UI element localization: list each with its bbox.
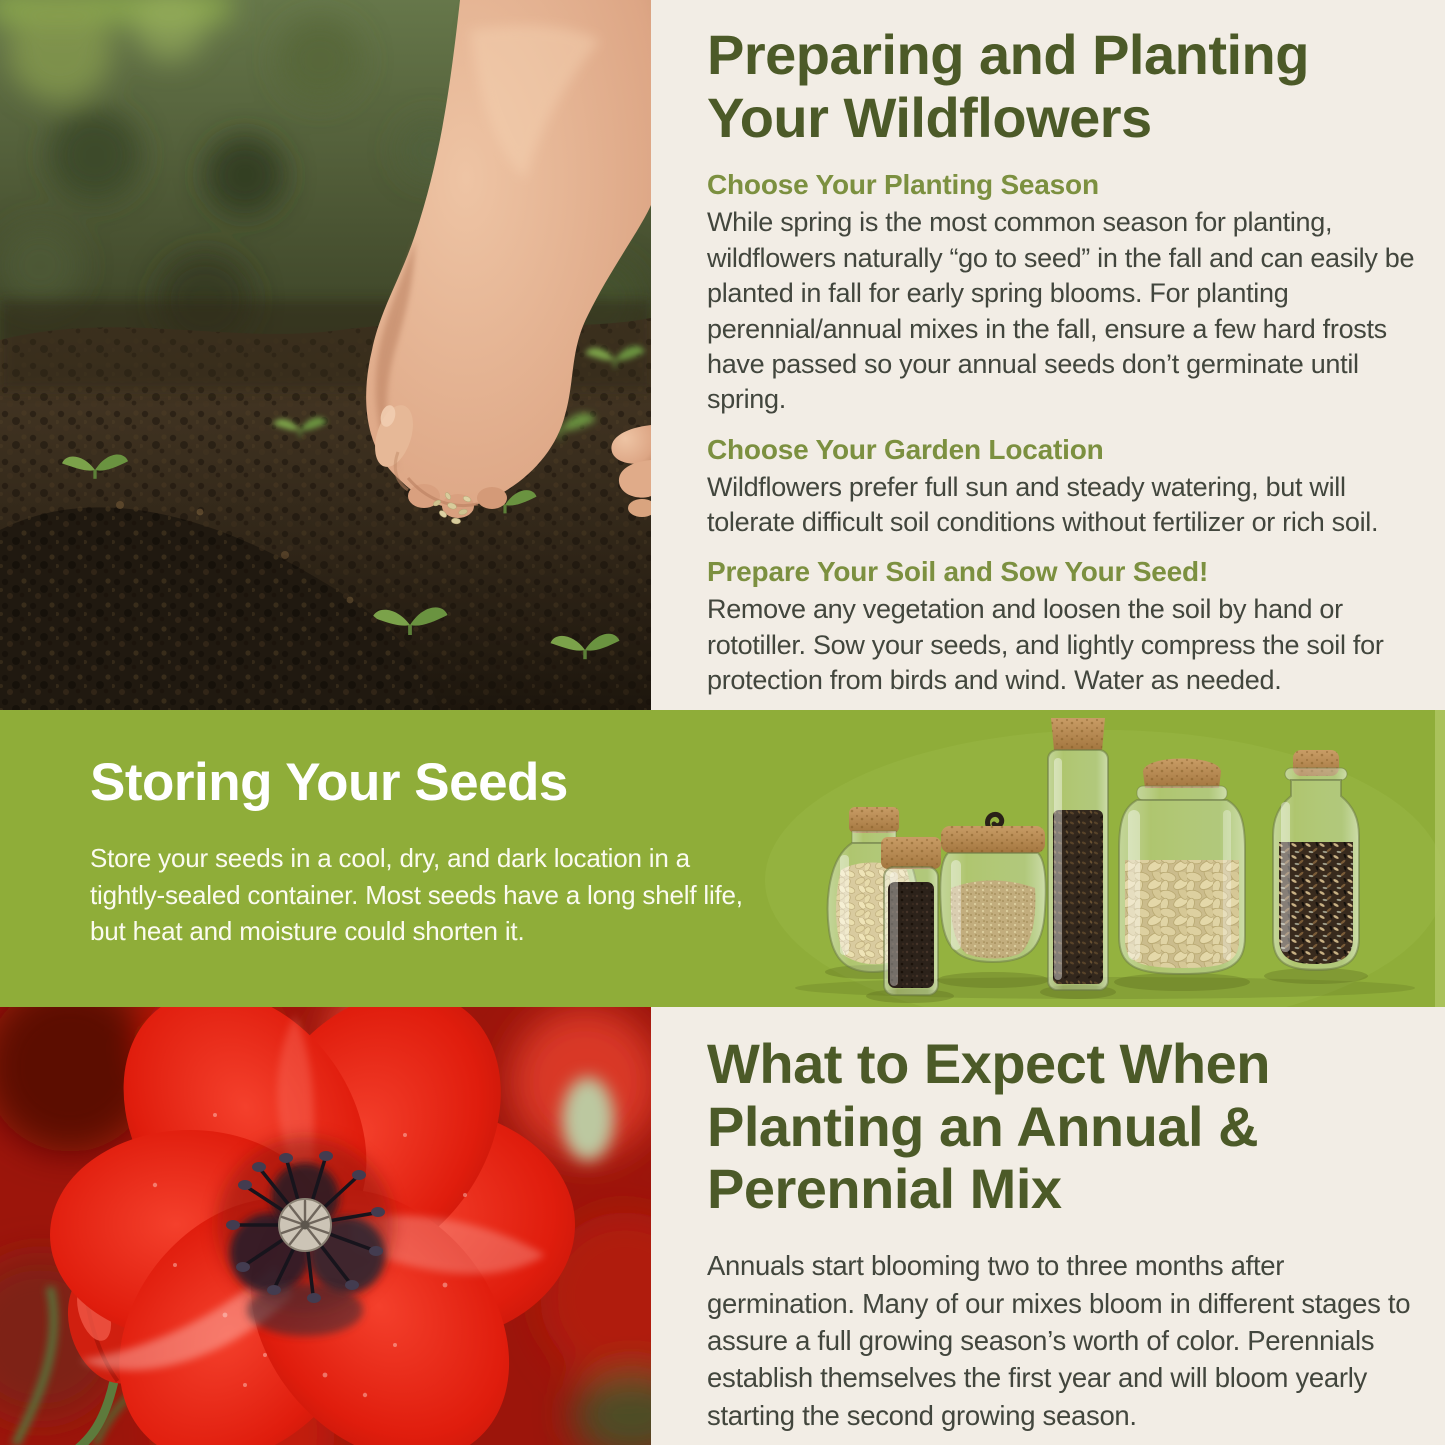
- photo-edge-strip: [1435, 710, 1445, 1007]
- expect-body: Annuals start blooming two to three months after germination. Many of our mixes bloom in different stages to assure a full growing season’s worth of color. Perennials establish themselves the first year and will bloom yearly starting the second growing season.: [707, 1250, 1411, 1431]
- poppy-photo-illustration: [0, 1007, 651, 1445]
- planting-season-block: [707, 169, 1415, 417]
- prepare-soil-heading: Prepare Your Soil and Sow Your Seed!: [707, 556, 1209, 588]
- blurred-seed-pod: [562, 1077, 614, 1161]
- prepare-soil-body: Remove any vegetation and loosen the soil by hand or rototiller. Sow your seeds, and lightly compress the soil for protection from birds and wind. Water as needed.: [707, 594, 1384, 696]
- storing-copy: [90, 754, 750, 949]
- preparing-section: [651, 0, 1445, 710]
- expect-title: What to Expect When Planting an Annual & Perennial Mix: [707, 1032, 1270, 1221]
- storing-body: Store your seeds in a cool, dry, and dark location in a tightly-sealed container. Most seeds have a long shelf life, but heat and moisture could shorten it.: [90, 843, 743, 947]
- poppy-flower: [50, 1007, 575, 1445]
- prepare-soil-block: [707, 556, 1415, 698]
- planting-season-heading: Choose Your Planting Season: [707, 169, 1099, 201]
- seed-jars-photo: [745, 710, 1445, 1007]
- jar-tall-tube: [1040, 718, 1116, 999]
- garden-location-heading: Choose Your Garden Location: [707, 433, 1104, 465]
- planting-season-body: While spring is the most common season for planting, wildflowers naturally “go to seed” in the fall and can easily be planted in fall for early spring blooms. For planting perennial/annual mixes in the fall, ensure a few hard frosts have passed so your annual seeds don’t germinate until spring.: [707, 207, 1415, 415]
- garden-location-body: Wildflowers prefer full sun and steady watering, but will tolerate difficult soil conditions without fertilizer or rich soil.: [707, 471, 1379, 537]
- expect-section: [651, 1007, 1445, 1445]
- poppy-photo: [0, 1007, 651, 1445]
- seed-jars-illustration: [745, 710, 1445, 1007]
- garden-location-block: [707, 434, 1415, 541]
- storing-section: [0, 710, 1445, 1007]
- sowing-photo-illustration: [0, 0, 651, 710]
- sowing-photo: [0, 0, 651, 710]
- preparing-title: Preparing and Planting Your Wildflowers: [707, 23, 1309, 149]
- storing-title: Storing Your Seeds: [90, 753, 568, 812]
